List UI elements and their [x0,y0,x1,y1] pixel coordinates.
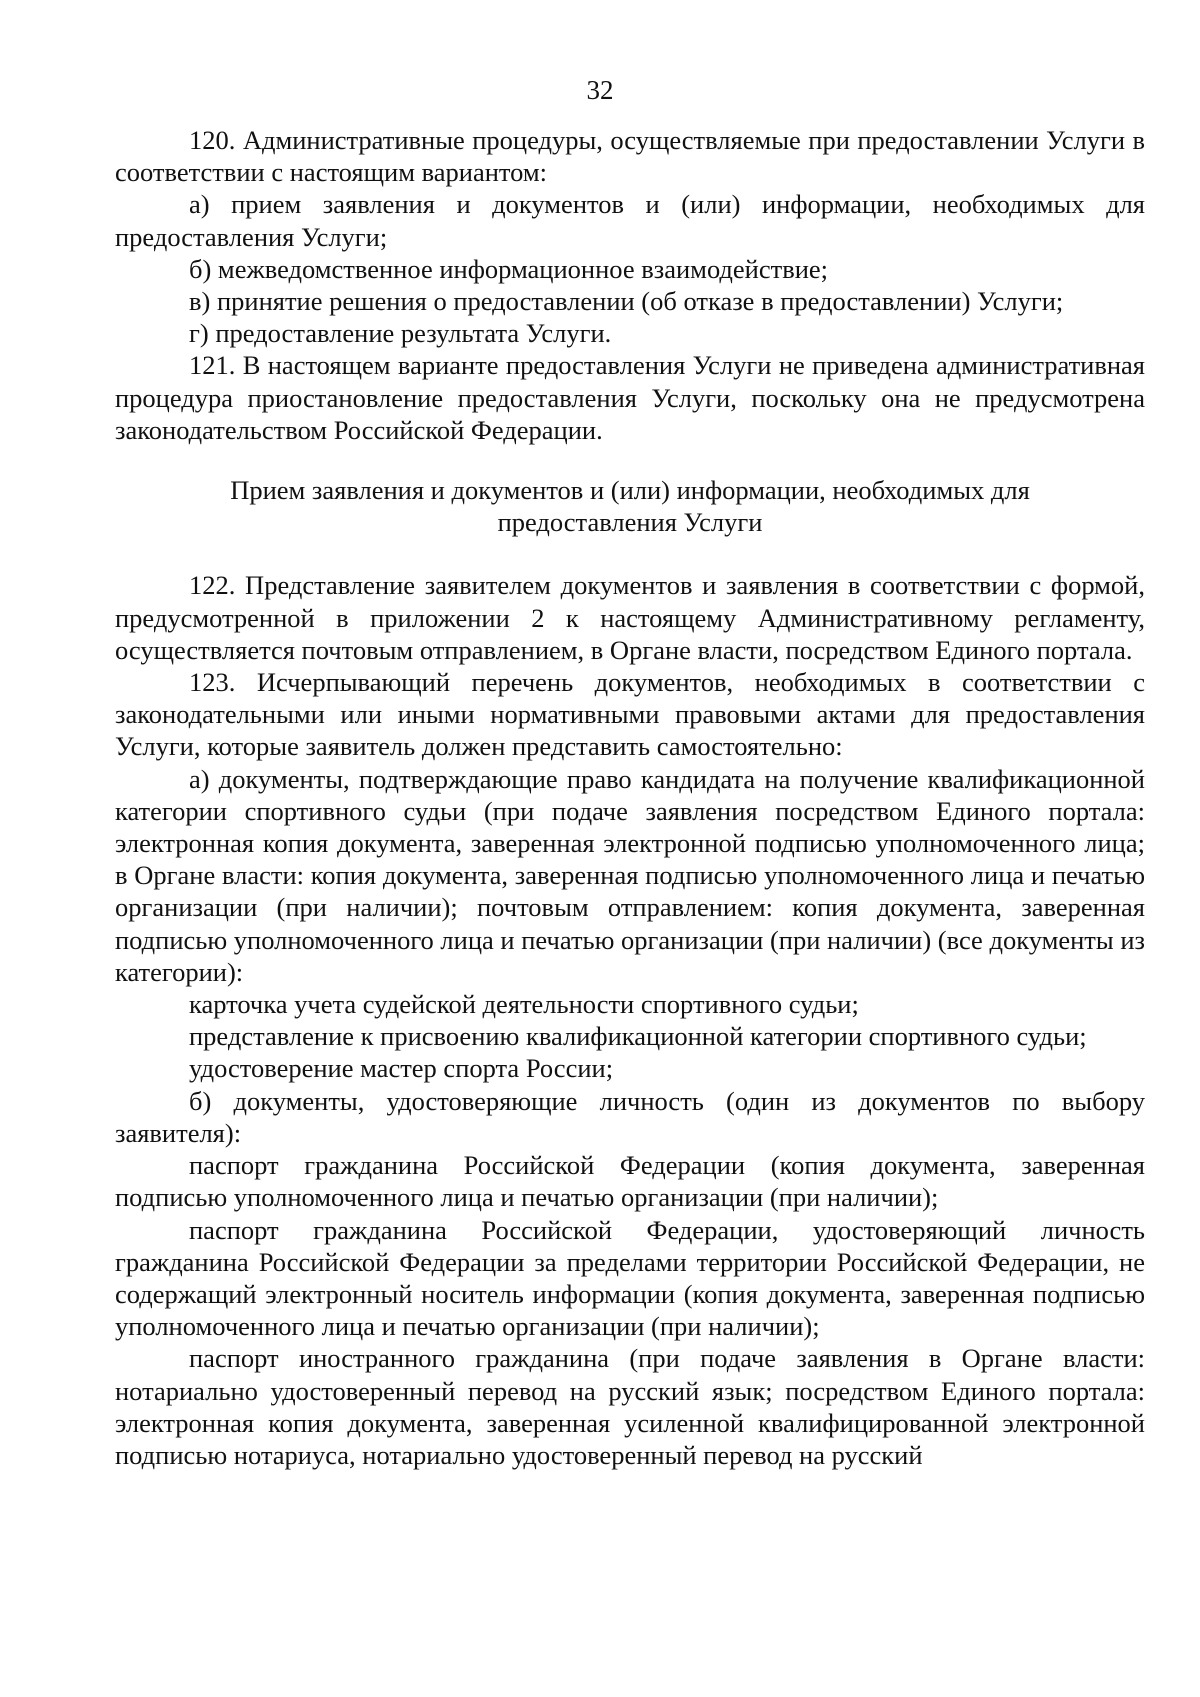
list-item-b-identity-docs: б) документы, удостоверяющие личность (один из документов по выбору заявителя): [115,1085,1145,1148]
doc-item-passport-rf: паспорт гражданина Российской Федерации (копия документа, заверенная подписью уполномоченного лица и печатью организации (при наличии); [115,1150,1145,1213]
list-item-a-qualification-docs: а) документы, подтверждающие право кандидата на получение квалификационной категории спортивного судьи (при подаче заявления посредством Единого портала: электронная копия документа, заверенная электронной подписью уполномоченного лица; в Органе власти: копия документа, заверенная подписью уполномоченного лица и печатью организации (при наличии); почтовым отправлением: копия документа, заверенная подписью уполномоченного лица и печатью организации (при наличии) (все документы из категории): [115,763,1145,987]
list-item-v-decision: в) принятие решения о предоставлении (об отказе в предоставлении) Услуги; [189,286,1064,317]
doc-item-master-of-sport: удостоверение мастер спорта России; [189,1053,614,1084]
list-item-b-interagency: б) межведомственное информационное взаимодействие; [189,253,829,284]
list-item-a-intake: а) прием заявления и документов и (или) информации, необходимых для предоставления Услуги; [115,189,1145,252]
paragraph-122: 122. Представление заявителем документов и заявления в соответствии с формой, предусмотренной в приложении 2 к настоящему Административному регламенту, осуществляется почтовым отправлением, в Органе власти, посредством Единого портала. [115,570,1145,665]
doc-item-foreign-citizen-passport: паспорт иностранного гражданина (при подаче заявления в Органе власти: нотариально удостоверенный перевод на русский язык; посредством Единого портала: электронная копия документа, заверенная усиленной квалифицированной электронной подписью нотариуса, нотариально удостоверенный перевод на русский [115,1343,1145,1470]
paragraph-123: 123. Исчерпывающий перечень документов, необходимых в соответствии с законодательными или иными нормативными правовыми актами для предоставления Услуги, которые заявитель должен представить самостоятельно: [115,667,1145,762]
section-heading-line-1: Прием заявления и документов и (или) информации, необходимых для [230,475,1030,506]
list-item-g-result: г) предоставление результата Услуги. [189,318,612,349]
section-heading [115,474,1145,538]
doc-item-referee-card: карточка учета судейской деятельности спортивного судьи; [189,989,859,1020]
section-heading-line-2: предоставления Услуги [497,507,763,538]
document-body [115,124,1145,1471]
doc-item-referee-nomination: представление к присвоению квалификационной категории спортивного судьи; [189,1021,1087,1052]
paragraph-121: 121. В настоящем варианте предоставления Услуги не приведена административная процедура приостановление предоставления Услуги, поскольку она не предусмотрена законодательством Российской Федерации. [115,350,1145,445]
paragraph-120: 120. Административные процедуры, осуществляемые при предоставлении Услуги в соответствии с настоящим вариантом: [115,125,1145,188]
doc-item-foreign-travel-passport-rf: паспорт гражданина Российской Федерации, удостоверяющий личность гражданина Российской Федерации за пределами территории Российской Федерации, не содержащий электронный носитель информации (копия документа, заверенная подписью уполномоченного лица и печатью организации (при наличии); [115,1214,1145,1342]
page-number: 32 [586,75,614,105]
